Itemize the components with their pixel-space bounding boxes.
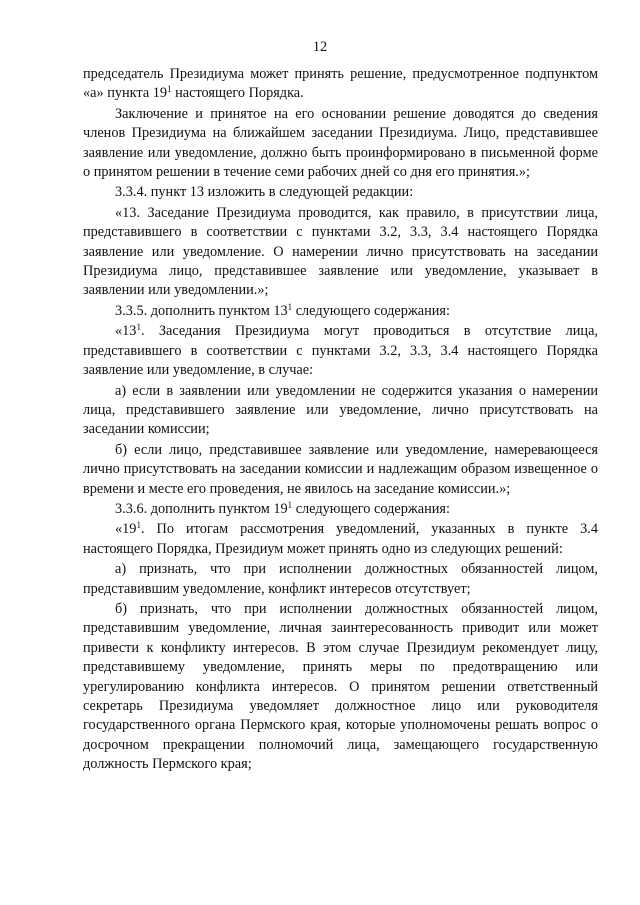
superscript: 1 [287,301,293,312]
paragraph [83,520,598,559]
superscript: 1 [136,322,141,333]
paragraph [83,105,598,183]
paragraph-text: а) если в заявлении или уведомлении не содержится указания о намерении лица, представившего заявление или уведомление, лично присутствовать на заседании комиссии; [83,382,598,438]
paragraph-text: настоящего Порядка. [171,85,304,102]
paragraph [83,302,598,321]
paragraph-text: «13. Заседание Президиума проводится, как правило, в присутствии лица, представившего в соответствии с пунктами 3.2, 3.3, 3.4 настоящего Порядка заявление или уведомление. О намерении лично присутствовать на заседании Президиума лицо, представившее заявление или уведомление, указывает в заявлении или уведомлении.»; [83,204,598,299]
paragraph [83,500,598,519]
paragraph [83,600,598,775]
superscript: 1 [167,84,172,95]
paragraph-text: «19 [115,521,137,538]
paragraph-text: . Заседания Президиума могут проводиться в отсутствие лица, представившего в соответствии с пунктами 3.2, 3.3, 3.4 настоящего Порядка заявление или уведомление, в случае: [83,323,598,379]
paragraph-text: . По итогам рассмотрения уведомлений, указанных в пункте 3.4 настоящего Порядка, Президиум может принять одно из следующих решений: [83,521,598,557]
paragraph-text: б) если лицо, представившее заявление или уведомление, намеревающееся лично присутствовать на заседании комиссии и надлежащим образом извещенное о времени и месте его проведения, не явилось на заседание комиссии.»; [83,441,598,497]
paragraph-text: Заключение и принятое на его основании решение доводятся до сведения членов Президиума на ближайшем заседании Президиума. Лицо, представившее заявление или уведомление, должно быть проинформировано в письменной форме о принятом решении в течение семи рабочих дней со дня его принятия.»; [83,105,598,181]
paragraph-text: 3.3.4. пункт 13 изложить в следующей редакции: [115,184,414,201]
paragraph-text: следующего содержания: [292,302,450,319]
page-number: 12 [312,39,328,55]
paragraph [83,322,598,380]
paragraph [83,183,598,202]
paragraph-text: председатель Президиума может принять решение, предусмотренное подпунктом «а» пункта 19 [83,66,598,102]
paragraph-text: б) признать, что при исполнении должностных обязанностей лицом, представившим уведомление, личная заинтересованность приводит или может привести к конфликту интересов. В этом случае Президиум рекомендует лицу, представившему уведомление, принять меры по предотвращению или урегулированию конфликта интересов. О принятом решении ответственный секретарь Президиума уведомляет должностное лицо или руководителя государственного органа Пермского края, которые уполномочены решать вопрос о досрочном прекращении полномочий лица, замещающего государственную должность Пермского края; [83,600,598,773]
document-body [83,65,598,775]
paragraph-text: а) признать, что при исполнении должностных обязанностей лицом, представившим уведомление, конфликт интересов отсутствует; [83,561,598,597]
paragraph-text: «13 [115,323,137,340]
paragraph-text: 3.3.6. дополнить пунктом 19 [115,500,288,517]
paragraph [83,441,598,499]
superscript: 1 [136,520,141,531]
paragraph [83,560,598,599]
superscript: 1 [287,499,293,510]
paragraph-text: 3.3.5. дополнить пунктом 13 [115,302,288,319]
paragraph [83,382,598,440]
paragraph [83,65,598,104]
paragraph [83,204,598,301]
paragraph-text: следующего содержания: [292,500,450,517]
